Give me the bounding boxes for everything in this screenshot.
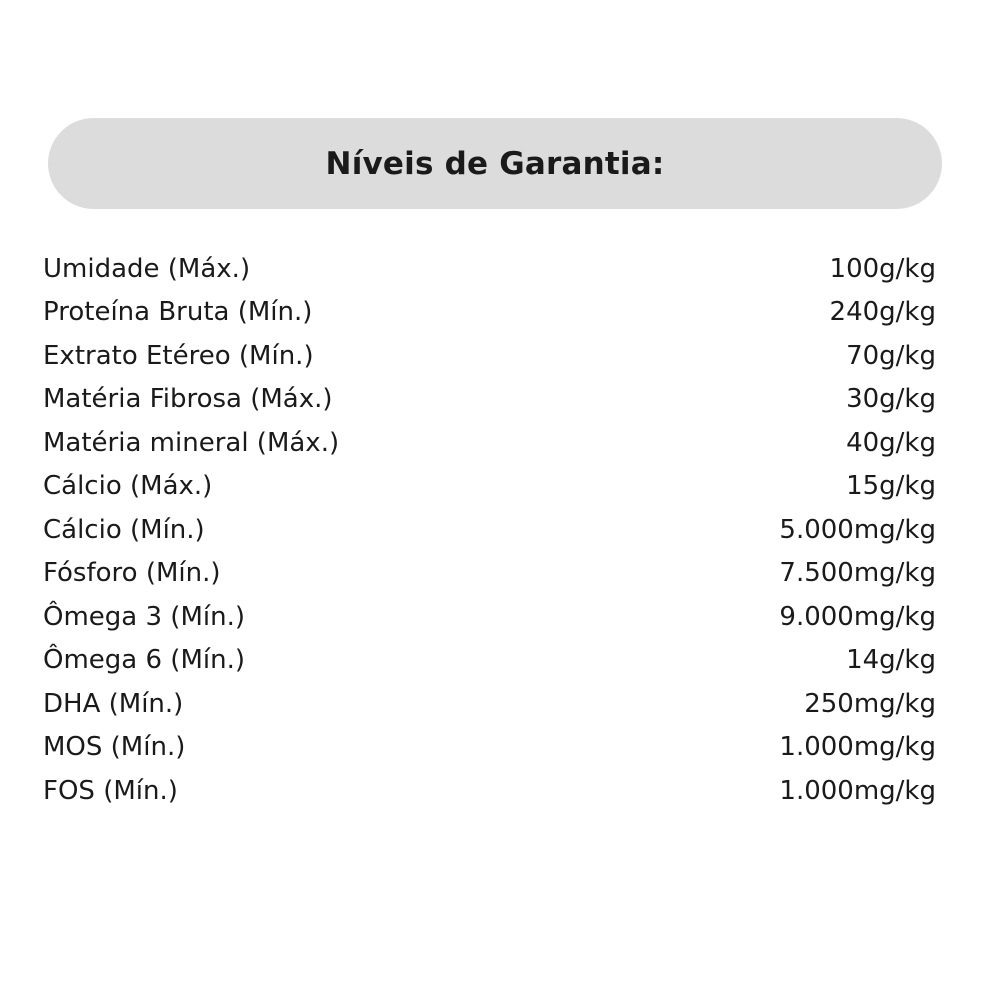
nutrient-value: 40g/kg (846, 427, 936, 458)
list-item (43, 639, 936, 683)
list-item (43, 378, 936, 422)
list-item (43, 465, 936, 509)
list-item (43, 291, 936, 335)
page-title: Níveis de Garantia: (325, 145, 665, 182)
list-item (43, 334, 936, 378)
list-item (43, 421, 936, 465)
nutrient-value: 7.500mg/kg (779, 558, 936, 589)
nutrient-label: Ômega 3 (Mín.) (43, 601, 245, 632)
list-item (43, 247, 936, 291)
nutrient-label: Matéria mineral (Máx.) (43, 427, 340, 458)
nutrient-value: 1.000mg/kg (779, 775, 936, 806)
header-banner (48, 118, 942, 209)
guarantee-levels-list (43, 247, 936, 813)
nutrient-label: Fósforo (Mín.) (43, 558, 221, 589)
list-item (43, 552, 936, 596)
nutrient-value: 70g/kg (846, 340, 936, 371)
list-item (43, 682, 936, 726)
nutrient-label: Umidade (Máx.) (43, 253, 251, 284)
nutrient-label: Cálcio (Mín.) (43, 514, 205, 545)
nutrient-label: Cálcio (Máx.) (43, 471, 213, 502)
nutrient-value: 14g/kg (846, 645, 936, 676)
nutrient-value: 30g/kg (846, 384, 936, 415)
list-item (43, 769, 936, 813)
nutrient-value: 5.000mg/kg (779, 514, 936, 545)
nutrient-label: Proteína Bruta (Mín.) (43, 297, 313, 328)
nutrient-label: DHA (Mín.) (43, 688, 184, 719)
nutrient-label: Ômega 6 (Mín.) (43, 645, 245, 676)
nutrient-label: Extrato Etéreo (Mín.) (43, 340, 314, 371)
nutrient-label: Matéria Fibrosa (Máx.) (43, 384, 333, 415)
nutrient-value: 15g/kg (846, 471, 936, 502)
nutrient-value: 1.000mg/kg (779, 732, 936, 763)
nutrient-label: FOS (Mín.) (43, 775, 178, 806)
list-item (43, 726, 936, 770)
list-item (43, 595, 936, 639)
nutrient-value: 100g/kg (829, 253, 936, 284)
nutrient-value: 240g/kg (829, 297, 936, 328)
list-item (43, 508, 936, 552)
nutrient-label: MOS (Mín.) (43, 732, 186, 763)
nutrient-value: 250mg/kg (804, 688, 936, 719)
nutrient-value: 9.000mg/kg (779, 601, 936, 632)
